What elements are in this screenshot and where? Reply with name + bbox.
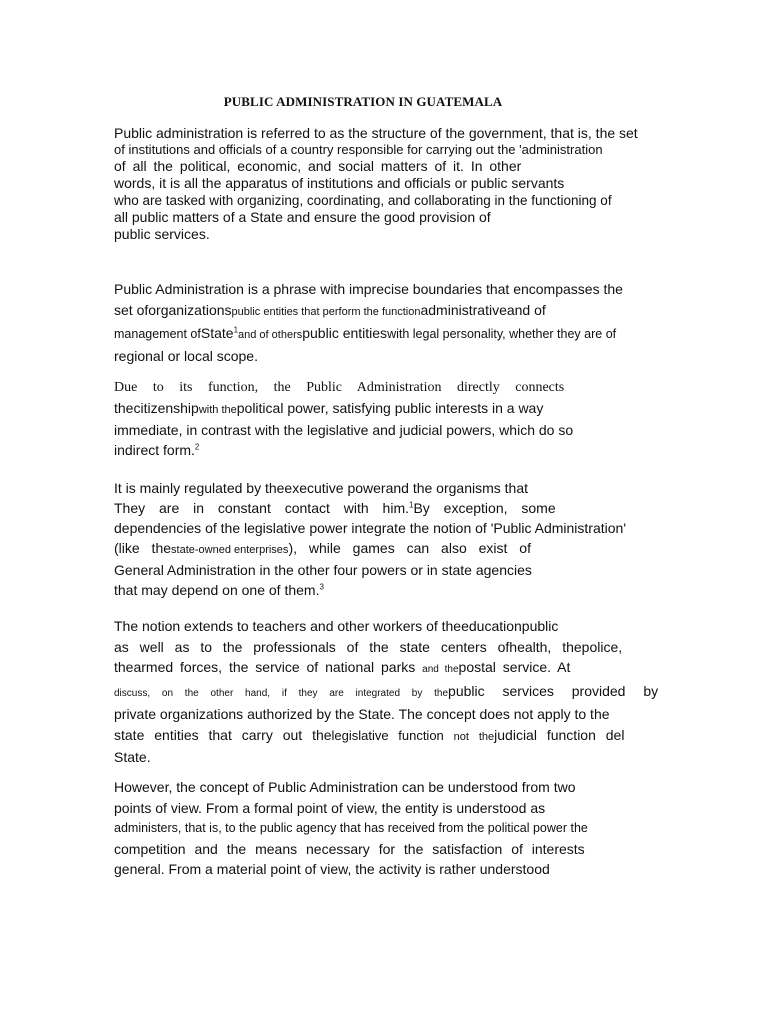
text-run: administrative [420, 302, 507, 318]
text-line [114, 657, 674, 681]
text-run: with the [198, 404, 237, 416]
text-line [114, 398, 674, 420]
text-line: all public matters of a State and ensure the good provision of [114, 209, 491, 225]
text-line [114, 538, 674, 560]
text-run: and the [422, 664, 459, 675]
text-line: immediate, in contrast with the legislative and judicial powers, which do so [114, 422, 574, 438]
text-line: of all the political, economic, and social matters of it. In other [114, 158, 522, 174]
text-run: not [453, 730, 469, 743]
text-run: state entities that carry out the [114, 726, 332, 743]
text-run: public services provided by [448, 682, 659, 699]
text-run: ), while games can also exist of [288, 540, 531, 556]
text-run: By exception, some [413, 500, 556, 516]
text-line: as well as to the professionals of the state centers ofhealth, thepolice, [114, 638, 623, 655]
footnote-ref: 1 [409, 500, 414, 510]
text-line: It is mainly regulated by theexecutive powerand the organisms that [114, 480, 529, 496]
text-run: indirect form. [114, 442, 195, 458]
text-line: words, it is all the apparatus of institutions and officials or public servants [114, 175, 565, 191]
text-line: public services. [114, 226, 210, 242]
text-run: and of [506, 302, 546, 318]
text-run: They are in constant contact with him. [114, 500, 409, 516]
text-run: thearmed forces, the service of national parks [114, 659, 416, 675]
paragraph-6 [114, 777, 674, 880]
text-run: and of others [238, 329, 303, 341]
text-line: General Administration in the other four powers or in state agencies [114, 562, 532, 578]
footnote-ref: 3 [319, 582, 324, 592]
text-run: political power, satisfying public interests in a way [236, 400, 544, 416]
text-line: private organizations authorized by the State. The concept does not apply to the [114, 706, 610, 722]
text-run: State [200, 325, 234, 341]
text-run: public entities [302, 325, 388, 341]
text-line: The notion extends to teachers and other workers of theeducationpublic [114, 618, 559, 634]
text-line [114, 323, 674, 346]
text-line: administers, that is, to the public agency that has received from the political power the [114, 821, 588, 835]
text-line [114, 580, 674, 600]
text-line [114, 440, 674, 460]
text-run: legislative function [331, 727, 444, 743]
text-run: that may depend on one of them. [114, 582, 320, 598]
text-run: postal service. At [458, 659, 571, 675]
text-line: general. From a material point of view, the activity is rather understood [114, 861, 550, 877]
text-line [114, 498, 674, 518]
text-run: judicial function del [494, 726, 625, 743]
text-run: discuss, on the other hand, if they are integrated by the [114, 687, 449, 699]
paragraph-4 [114, 478, 674, 600]
text-run: thecitizenship [114, 400, 199, 416]
text-line [114, 300, 674, 323]
text-run: with legal personality, whether they are of [387, 327, 617, 341]
footnote-ref: 2 [194, 442, 200, 452]
paragraph-2 [114, 279, 674, 367]
document-title: PUBLIC ADMINISTRATION IN GUATEMALA [223, 94, 503, 109]
text-line: Due to its function, the Public Administration directly connects [114, 380, 565, 395]
text-line: State. [114, 749, 151, 765]
paragraph-3 [114, 378, 674, 460]
text-line [114, 725, 674, 748]
text-line: dependencies of the legislative power integrate the notion of 'Public Administration' [114, 520, 626, 536]
paragraph-1 [114, 125, 674, 243]
text-run: management of [114, 327, 201, 341]
text-line: of institutions and officials of a country responsible for carrying out the 'administration [114, 142, 603, 157]
text-run: state-owned enterprises [171, 544, 289, 556]
text-run: set oforganizations [114, 302, 232, 318]
text-line [114, 681, 674, 705]
text-line: points of view. From a formal point of view, the entity is understood as [114, 799, 546, 816]
text-run: (like the [114, 540, 172, 556]
text-run: public entities that perform the function [231, 306, 421, 318]
text-line: competition and the means necessary for the satisfaction of interests [114, 840, 585, 857]
text-line: Public administration is referred to as the structure of the government, that is, the set [114, 125, 638, 141]
text-line: However, the concept of Public Administration can be understood from two [114, 779, 576, 795]
paragraph-5 [114, 616, 674, 768]
text-line: who are tasked with organizing, coordinating, and collaborating in the functioning of [114, 193, 612, 208]
text-run: the [478, 730, 495, 743]
footnote-ref: 1 [233, 325, 239, 335]
text-line: regional or local scope. [114, 348, 258, 364]
text-line: Public Administration is a phrase with imprecise boundaries that encompasses the [114, 281, 623, 297]
